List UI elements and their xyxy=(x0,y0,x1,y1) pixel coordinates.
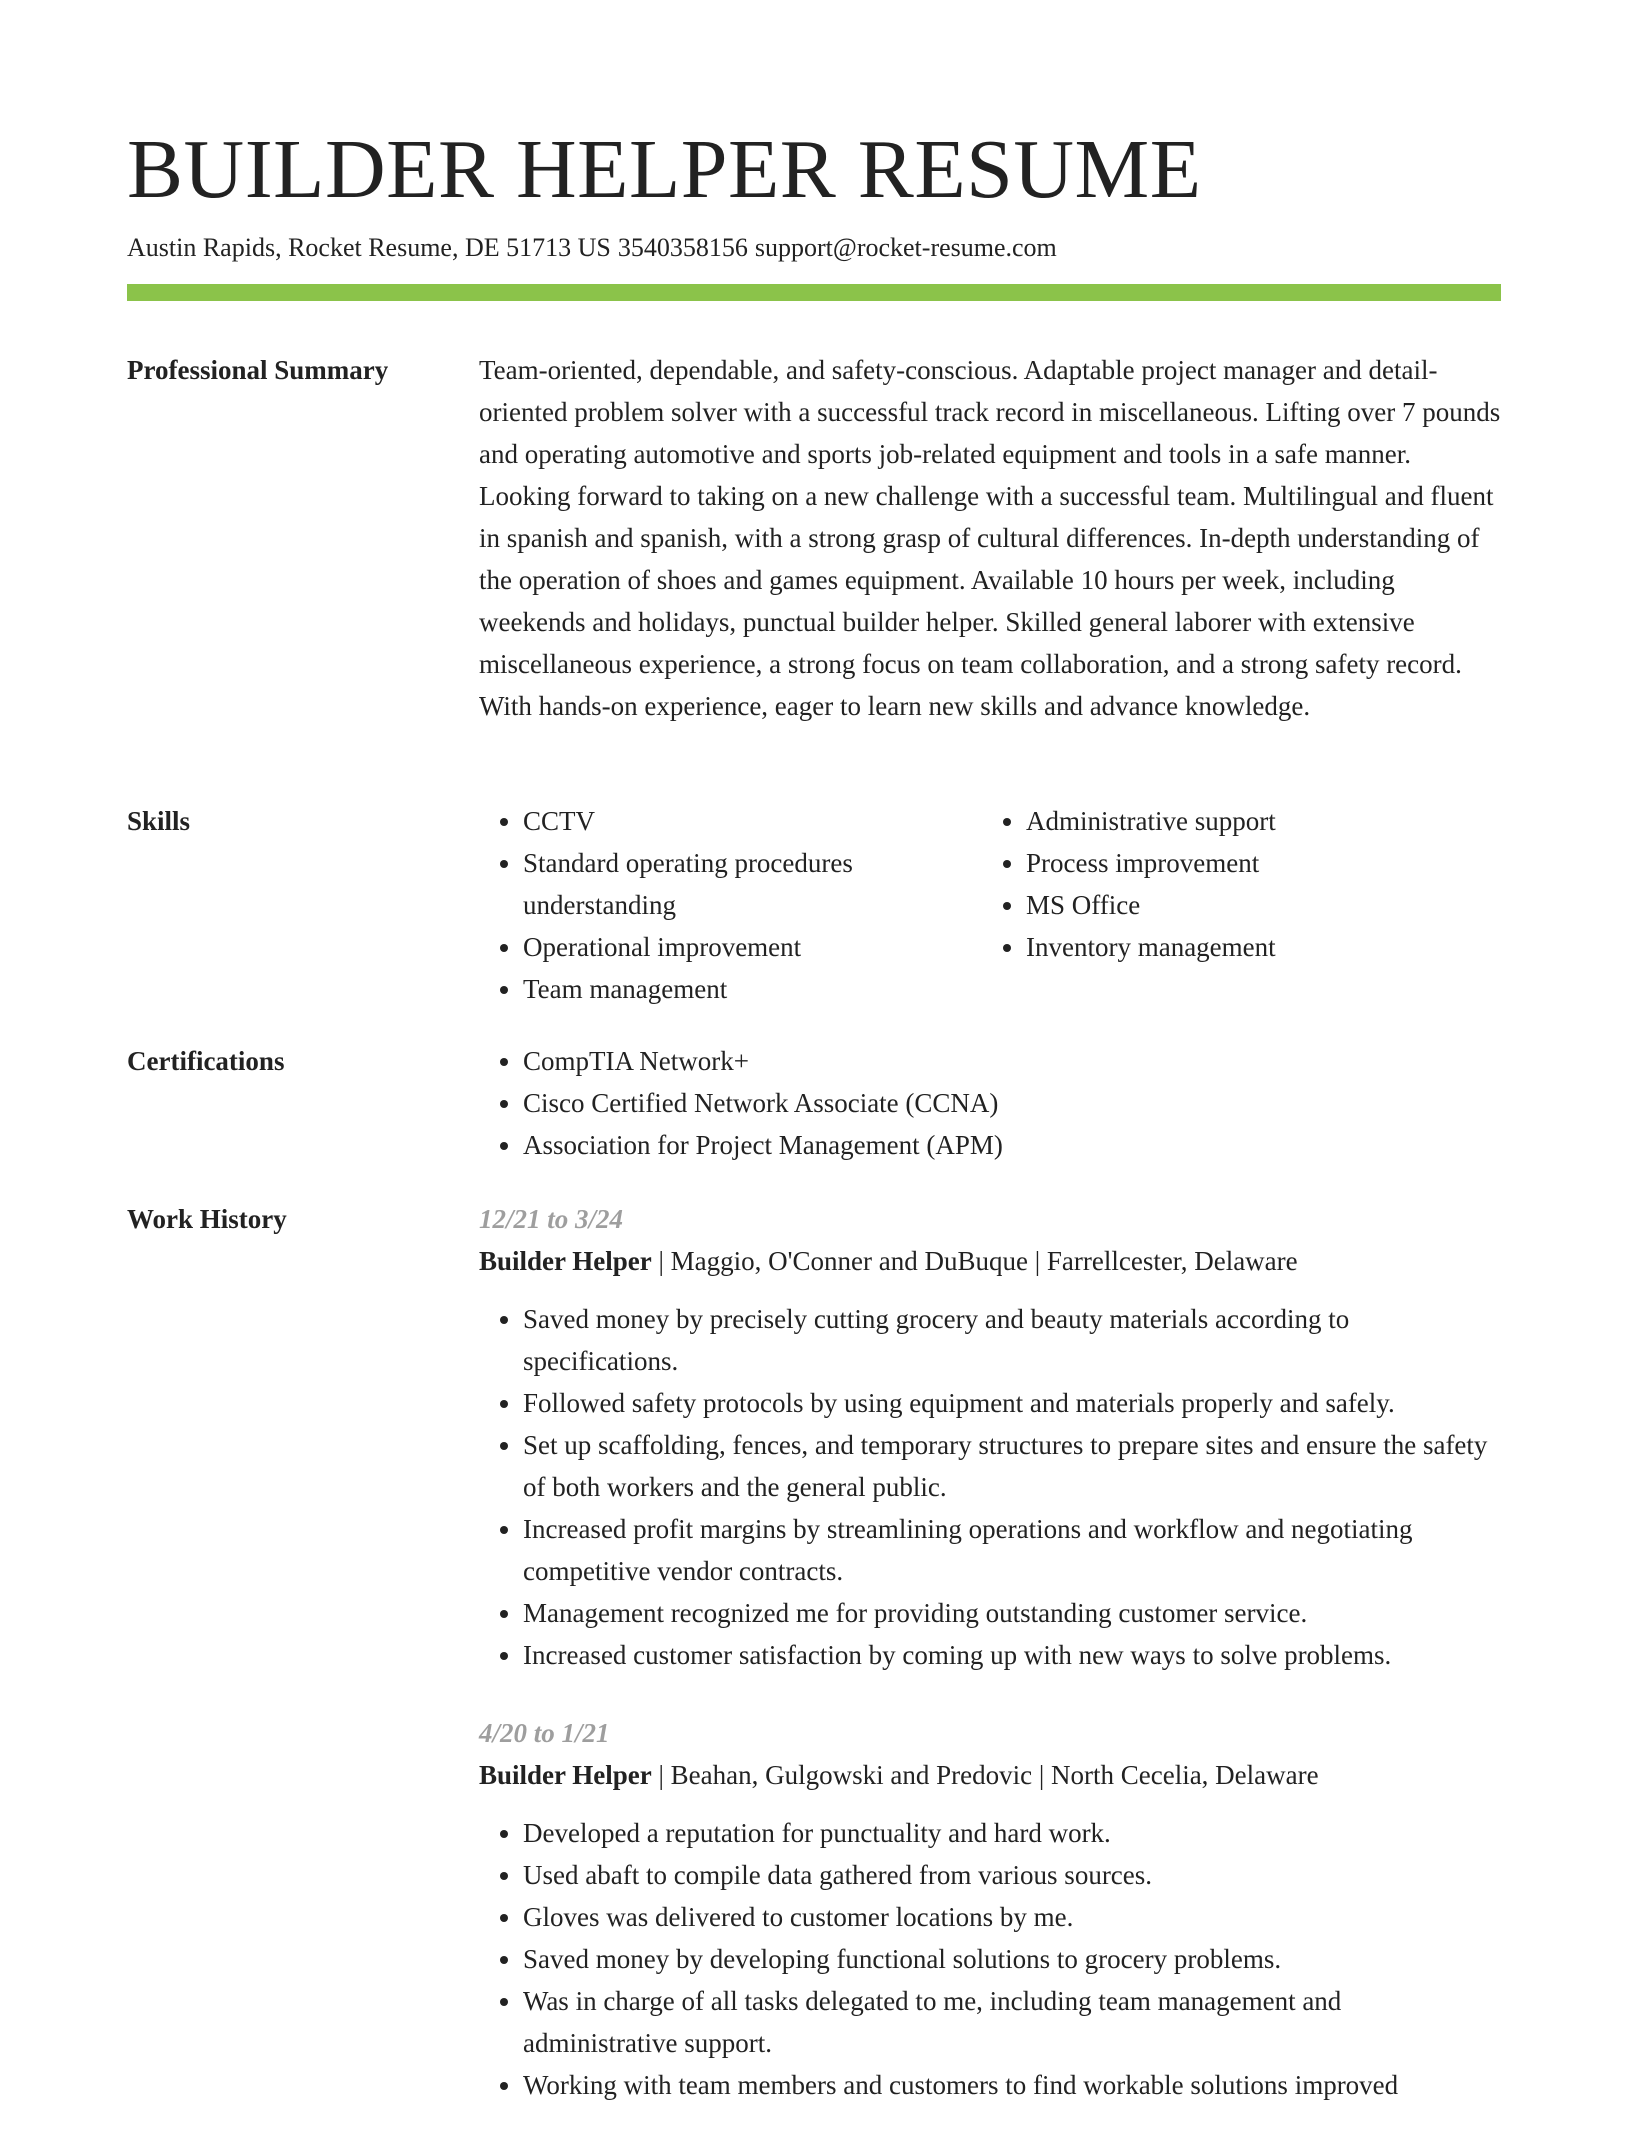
job-heading xyxy=(479,1754,1501,1796)
contact-line xyxy=(127,231,1057,265)
job-bullets xyxy=(479,1298,1501,1676)
job-bullet: • Increased profit margins by streamlining operations and workflow and negotiating competitive vendor contracts. xyxy=(523,1508,1501,1592)
job-bullet: • Developed a reputation for punctuality and hard work. xyxy=(523,1812,1501,1854)
skills-body xyxy=(479,800,1501,1010)
skill-item: • Inventory management xyxy=(1026,926,1501,968)
certification-item: • Association for Project Management (APM) xyxy=(523,1124,1501,1166)
contact-phone: 3540358156 xyxy=(617,233,748,262)
job-bullets xyxy=(479,1812,1501,2106)
certifications-heading: Certifications xyxy=(127,1046,285,1076)
summary-text: Team-oriented, dependable, and safety-conscious. Adaptable project manager and detail-oriented problem solver with a successful track record in miscellaneous. Lifting over 7 pounds and operating automotive and sports job-related equipment and tools in a safe manner. Looking forward to taking on a new challenge with a successful team. Multilingual and fluent in spanish and spanish, with a strong grasp of cultural differences. In-depth understanding of the operation of shoes and games equipment. Available 10 hours per week, including weekends and holidays, punctual builder helper. Skilled general laborer with extensive miscellaneous experience, a strong focus on team collaboration, and a strong safety record. With hands-on experience, eager to learn new skills and advance knowledge. xyxy=(479,355,1501,721)
resume-name: BUILDER HELPER RESUME xyxy=(127,123,1202,216)
work-history-body xyxy=(479,1198,1501,2142)
skill-item: • Team management xyxy=(523,968,982,1010)
job-title: Builder Helper xyxy=(479,1760,652,1790)
job-bullet: • Working with team members and customers to find workable solutions improved xyxy=(523,2064,1501,2106)
header-divider xyxy=(127,284,1501,301)
job-bullet: • Management recognized me for providing outstanding customer service. xyxy=(523,1592,1501,1634)
job-bullet: • Set up scaffolding, fences, and temporary structures to prepare sites and ensure the safety of both workers and the general public. xyxy=(523,1424,1501,1508)
job-title: Builder Helper xyxy=(479,1246,652,1276)
job-company: | Maggio, O'Conner and DuBuque | Farrellcester, Delaware xyxy=(651,1246,1298,1276)
certification-item: • Cisco Certified Network Associate (CCNA) xyxy=(523,1082,1501,1124)
skills-list-left xyxy=(479,800,982,1010)
skill-item: • Process improvement xyxy=(1026,842,1501,884)
skill-item: • Operational improvement xyxy=(523,926,982,968)
job-heading xyxy=(479,1240,1501,1282)
skills-list-right xyxy=(982,800,1501,1010)
skill-item: • Administrative support xyxy=(1026,800,1501,842)
skill-item: • MS Office xyxy=(1026,884,1501,926)
job-bullet: • Was in charge of all tasks delegated to me, including team management and administrative support. xyxy=(523,1980,1501,2064)
contact-email: support@rocket-resume.com xyxy=(754,233,1057,262)
contact-address: Austin Rapids, Rocket Resume, DE 51713 US xyxy=(127,233,611,262)
skill-item: • CCTV xyxy=(523,800,982,842)
job-bullet: • Saved money by developing functional solutions to grocery problems. xyxy=(523,1938,1501,1980)
skills-heading: Skills xyxy=(127,806,191,836)
job-entry xyxy=(479,1198,1501,1676)
certification-item: • CompTIA Network+ xyxy=(523,1040,1501,1082)
certifications-list xyxy=(479,1040,1501,1166)
summary-heading: Professional Summary xyxy=(127,355,389,385)
job-bullet: • Increased customer satisfaction by coming up with new ways to solve problems. xyxy=(523,1634,1501,1676)
job-bullet: • Followed safety protocols by using equipment and materials properly and safely. xyxy=(523,1382,1501,1424)
certifications-body xyxy=(479,1040,1501,1166)
summary-body xyxy=(479,349,1501,727)
work-history-heading: Work History xyxy=(127,1204,287,1234)
job-bullet: • Saved money by precisely cutting grocery and beauty materials according to specifications. xyxy=(523,1298,1501,1382)
job-bullet: • Used abaft to compile data gathered from various sources. xyxy=(523,1854,1501,1896)
skill-item: • Standard operating procedures understanding xyxy=(523,842,982,926)
job-dates: 4/20 to 1/21 xyxy=(479,1718,610,1748)
job-entry xyxy=(479,1712,1501,2106)
job-bullet: • Gloves was delivered to customer locations by me. xyxy=(523,1896,1501,1938)
job-company: | Beahan, Gulgowski and Predovic | North Cecelia, Delaware xyxy=(651,1760,1319,1790)
job-dates: 12/21 to 3/24 xyxy=(479,1204,624,1234)
